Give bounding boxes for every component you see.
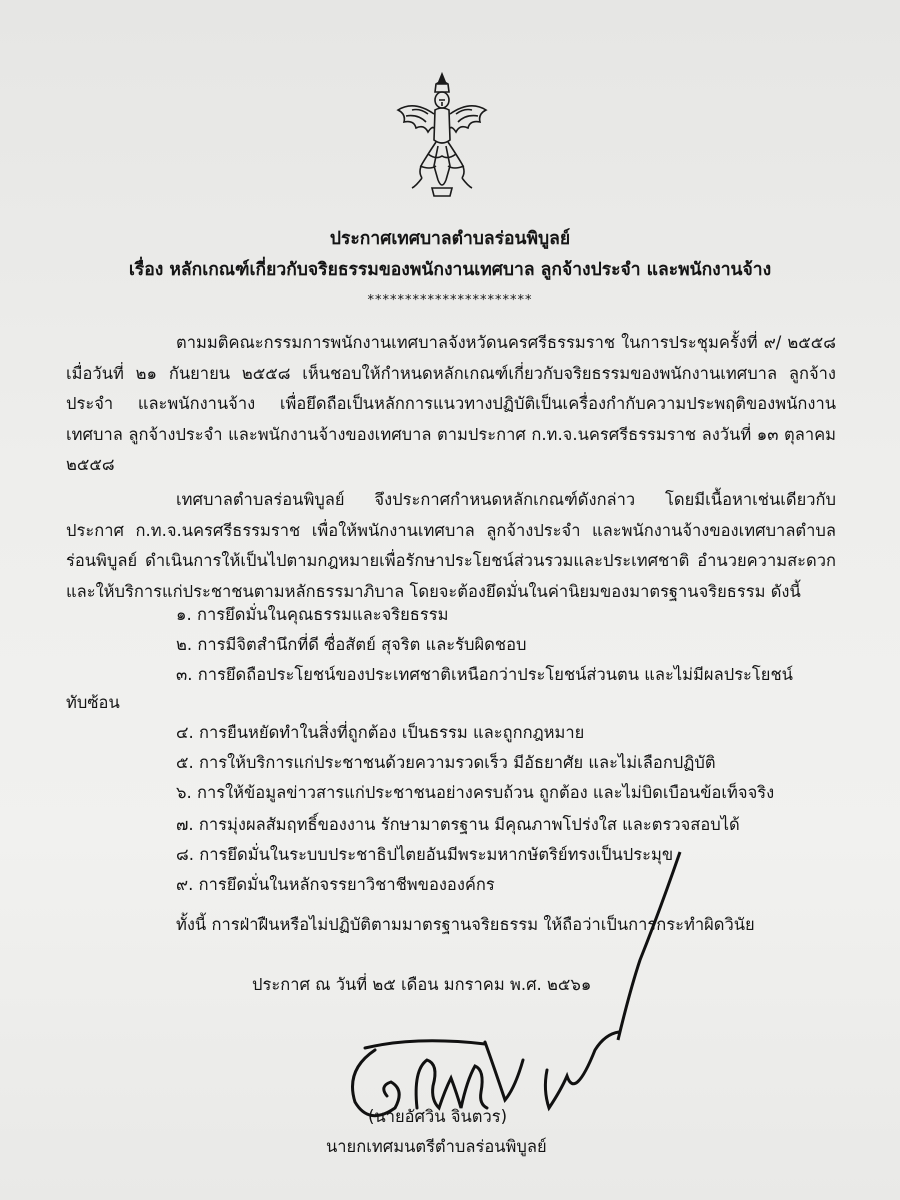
list-item: ๕. การให้บริการแก่ประชาชนด้วยความรวดเร็ว มีอัธยาศัย และไม่เลือกปฏิบัติ	[176, 753, 716, 772]
closing-statement: ทั้งนี้ การฝ่าฝืนหรือไม่ปฏิบัติตามมาตรฐานจริยธรรม ให้ถือว่าเป็นการกระทำผิดวินัย	[176, 915, 755, 934]
signatory-position: นายกเทศมนตรีตำบลร่อนพิบูลย์	[326, 1137, 547, 1156]
list-item: ๘. การยึดมั่นในระบบประชาธิปไตยอันมีพระมหากษัตริย์ทรงเป็นประมุข	[176, 845, 674, 864]
garuda-emblem-icon	[392, 70, 492, 200]
list-item-continuation: ทับซ้อน	[66, 693, 120, 712]
list-item: ๓. การยึดถือประโยชน์ของประเทศชาติเหนือกว่าประโยชน์ส่วนตน และไม่มีผลประโยชน์	[176, 665, 793, 684]
announcement-title: ประกาศเทศบาลตำบลร่อนพิบูลย์	[329, 229, 571, 249]
announcement-date: ประกาศ ณ วันที่ ๒๕ เดือน มกราคม พ.ศ. ๒๕๖๑	[252, 975, 592, 994]
divider-stars: **********************	[367, 293, 533, 308]
list-item: ๗. การมุ่งผลสัมฤทธิ์ของงาน รักษามาตรฐาน มีคุณภาพโปร่งใส และตรวจสอบได้	[176, 815, 740, 834]
list-item: ๖. การให้ข้อมูลข่าวสารแก่ประชาชนอย่างครบถ้วน ถูกต้อง และไม่บิดเบือนข้อเท็จจริง	[176, 783, 775, 802]
list-item: ๔. การยืนหยัดทำในสิ่งที่ถูกต้อง เป็นธรรม และถูกกฎหมาย	[176, 723, 585, 742]
list-item: ๙. การยึดมั่นในหลักจรรยาวิชาชีพขององค์กร	[176, 875, 495, 894]
announcement-subject: เรื่อง หลักเกณฑ์เกี่ยวกับจริยธรรมของพนักงานเทศบาล ลูกจ้างประจำ และพนักงานจ้าง	[128, 260, 772, 280]
signatory-name: (นายอัศวิน จินตวร)	[368, 1107, 508, 1126]
paragraph-1: ตามมติคณะกรรมการพนักงานเทศบาลจังหวัดนครศรีธรรมราช ในการประชุมครั้งที่ ๙/ ๒๕๕๘ เมื่อวันที่ ๒๑ กันยายน ๒๕๕๘ เห็นชอบให้กำหนดหลักเกณฑ์เกี่ยวกับจริยธรรมของพนักงานเทศบาล ลูกจ้างประจำ และพนักงานจ้าง เพื่อยึดถือเป็นหลักการแนวทางปฏิบัติเป็นเครื่องกำกับความประพฤติของพนักงานเทศบาล ลูกจ้างประจำ และพนักงานจ้างของเทศบาล ตามประกาศ ก.ท.จ.นครศรีธรรมราช ลงวันที่ ๑๓ ตุลาคม ๒๕๕๘	[66, 333, 836, 474]
paragraph-2: เทศบาลตำบลร่อนพิบูลย์ จึงประกาศกำหนดหลักเกณฑ์ดังกล่าว โดยมีเนื้อหาเช่นเดียวกับประกาศ ก.ท.จ.นครศรีธรรมราช เพื่อให้พนักงานเทศบาล ลูกจ้างประจำ และพนักงานจ้างของเทศบาลตำบลร่อนพิบูลย์ ดำเนินการให้เป็นไปตามกฎหมายเพื่อรักษาประโยชน์ส่วนรวมและประเทศชาติ อำนวยความสะดวกและให้บริการแก่ประชาชนตามหลักธรรมาภิบาล โดยจะต้องยึดมั่นในค่านิยมของมาตรฐานจริยธรรม ดังนี้	[66, 490, 836, 601]
signature-stroke	[600, 850, 720, 1050]
list-item: ๑. การยึดมั่นในคุณธรรมและจริยธรรม	[176, 605, 449, 624]
list-item: ๒. การมีจิตสำนึกที่ดี ซื่อสัตย์ สุจริต และรับผิดชอบ	[176, 635, 527, 654]
